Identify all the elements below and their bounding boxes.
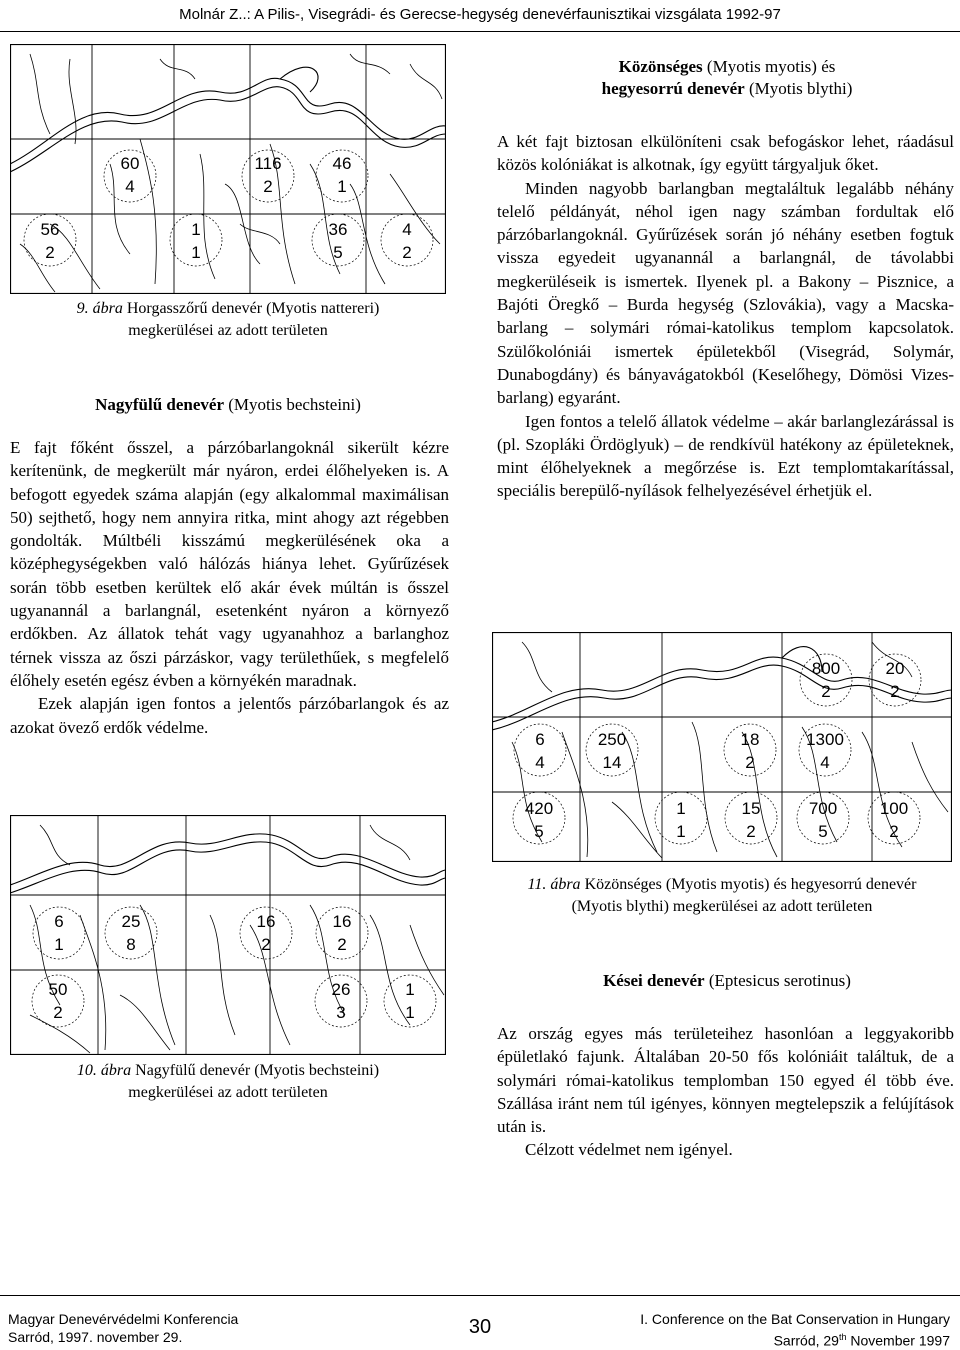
fig11-count-a: 700 [808, 799, 838, 818]
footer-conference-en: I. Conference on the Bat Conservation in Hungary [640, 1311, 950, 1327]
paragraph: A két fajt biztosan elkülöníteni csak befogáskor lehet, ráadásul közös kolóniákat is alkotnak, így együtt tárgyaljuk őket. [497, 132, 954, 175]
fig11-count-b: 4 [820, 753, 830, 772]
footer-right [640, 1310, 950, 1350]
fig11-count-a: 1300 [806, 730, 844, 749]
fig9-count-b: 5 [333, 243, 343, 262]
figure-11-caption [492, 874, 952, 918]
fig10-count-a: 1 [405, 980, 415, 999]
footer-conference-hu: Magyar Denevérvédelmi Konferencia [8, 1311, 239, 1327]
title-rest: (Myotis myotis) és [702, 57, 836, 76]
fig11-count-a: 6 [535, 730, 545, 749]
left-column-text [10, 436, 449, 739]
right-column-text-serotinus [497, 1022, 954, 1162]
fig10-count-b: 2 [53, 1003, 63, 1022]
fig9-count-a: 46 [332, 154, 352, 173]
fig11-count-b: 5 [818, 822, 828, 841]
fig10-count-a: 16 [332, 912, 352, 931]
title-bold: hegyesorrú denevér [601, 79, 745, 98]
right-column-text [497, 130, 954, 503]
title-bold: Közönséges [618, 57, 703, 76]
fig11-count-a: 18 [740, 730, 760, 749]
title-rest: (Myotis bechsteini) [224, 395, 361, 414]
footer-left [8, 1310, 238, 1346]
fig11-count-b: 5 [534, 822, 544, 841]
section-title-myotis [492, 56, 960, 100]
fig9-count-b: 4 [125, 177, 135, 196]
paragraph: Célzott védelmet nem igényel. [525, 1140, 733, 1160]
fig10-count-a: 25 [121, 912, 141, 931]
fig9-count-b: 1 [337, 177, 347, 196]
fig9-count-a: 1 [191, 220, 201, 239]
fig10-count-b: 1 [54, 935, 64, 954]
figure-9-caption [10, 298, 446, 342]
title-rest: (Eptesicus serotinus) [704, 971, 851, 990]
paragraph: Igen fontos a telelő állatok védelme – akár barlanglezárással is (pl. Szopláki Ördöglyuk) – de rendkívül hatékony az épületeknek, mint élőhelyeknek a megőrzése is. Ezt templomtakarítással, speciális berepülő-nyílások felhelyezésével érhetjük el. [497, 411, 954, 501]
fig10-count-b: 1 [405, 1003, 415, 1022]
fig11-count-b: 2 [745, 753, 755, 772]
fig10-caption-num: 10. ábra [76, 1062, 132, 1079]
fig10-count-a: 6 [54, 912, 64, 931]
figure-10-caption [10, 1060, 446, 1104]
fig9-caption-line2: megkerülései az adott területen [128, 322, 328, 339]
paragraph: Az ország egyes más területeihez hasonlóan a leggyakoribb épületlakó fajunk. Általában 20-50 fős kolóniáit találtuk, de a solymári római-katolikus templomban 150 egyed él több éve. Szállása iránt nem túl igényes, könnyen megtelepszik a felújítások után is. [497, 1024, 954, 1137]
fig11-count-a: 20 [885, 659, 905, 678]
fig11-count-b: 2 [889, 822, 899, 841]
paragraph: Ezek alapján igen fontos a jelentős párzóbarlangok és az azokat övező erdők védelme. [10, 694, 449, 737]
fig11-caption-line2: (Myotis blythi) megkerülései az adott területen [571, 898, 873, 915]
running-header: Molnár Z..: A Pilis-, Visegrádi- és Gerecse-hegység denevérfaunisztikai vizsgálata 1992-97 [179, 6, 781, 23]
figure-11-map [492, 632, 952, 862]
fig11-count-b: 2 [821, 682, 831, 701]
fig9-count-a: 56 [40, 220, 60, 239]
fig10-count-b: 2 [337, 935, 347, 954]
fig10-count-a: 16 [256, 912, 276, 931]
fig10-count-b: 8 [126, 935, 136, 954]
page-number: 30 [468, 1316, 492, 1338]
fig11-count-b: 1 [676, 822, 686, 841]
section-title-serotinus [492, 970, 960, 992]
fig9-count-b: 2 [402, 243, 412, 262]
title-bold: Kései denevér [603, 971, 705, 990]
fig9-count-b: 2 [45, 243, 55, 262]
fig11-count-a: 1 [676, 799, 686, 818]
title-rest: (Myotis blythi) [744, 79, 853, 98]
fig9-caption-num: 9. ábra [76, 300, 123, 317]
footer-rule [0, 1295, 960, 1296]
header-rule [0, 31, 960, 32]
fig9-count-a: 116 [254, 154, 282, 173]
fig9-count-a: 36 [328, 220, 348, 239]
paragraph: Minden nagyobb barlangban megtaláltuk legalább néhány telelő példányát, néhol igen nagy számban fordultak elő párzóbarlangoknál. Gyűrűzések során jó néhány esetben fogtuk vissza egyedeit ugyanannál a barlangnál, de távolabbi megkerüléseik is ismertek. Ilyenek pl. a Bakony – Pisznice, a Bajóti Öregkő – Burda hegység (Szlovákia), vagy a Macska-barlang – solymári római-katolikus templom kapcsolatok. Szülőkolóniái ismertek épületekből (Visegrád, Solymár, Dunabogdány) és bányavágatokból (Keselőhegy, Dömösi Vizes-barlang) egyaránt. [497, 178, 954, 408]
fig11-count-a: 250 [597, 730, 627, 749]
title-bold: Nagyfülű denevér [95, 395, 224, 414]
fig10-caption-line2: megkerülései az adott területen [128, 1084, 328, 1101]
fig11-count-b: 2 [890, 682, 900, 701]
fig11-count-a: 100 [879, 799, 909, 818]
fig9-count-b: 1 [191, 243, 201, 262]
figure-9-map [10, 44, 446, 294]
fig11-count-b: 2 [746, 822, 756, 841]
fig9-count-b: 2 [263, 177, 273, 196]
figure-10-map [10, 815, 446, 1055]
paragraph: E fajt főként ősszel, a párzóbarlangoknál sikerült kézre kerítenünk, de megkerült már nyáron, erdei élőhelyeken is. A befogott egyedek száma alapján (egy alkalommal maximálisan 50) sejthető, hogy nem annyira ritka, mint ahogy azt régebben gondolták. Múltbéli kisszámú megkerülésének oka a középhegységekben való hálózás hiánya lehet. Gyűrűzések során több esetben kerültek elő akár évek múltán is ősszel ugyanannál a barlangnál, esetenként nyáron a környező erdőkben. Az állatok tehát vagy ugyanahhoz a barlanghoz térnek vissza az őszi párzáskor, vagy területhűek, s megfelelő élőhely esetén egész évben a környékén maradnak. [10, 438, 449, 690]
fig9-count-a: 4 [402, 220, 412, 239]
section-title-bechsteini [10, 394, 446, 416]
fig11-count-b: 14 [602, 753, 622, 772]
fig11-caption-line1: Közönséges (Myotis myotis) és hegyesorrú denevér [584, 876, 917, 893]
fig9-count-a: 60 [120, 154, 140, 173]
fig10-caption-line1: Nagyfülű denevér (Myotis bechsteini) [135, 1062, 380, 1079]
fig9-caption-line1: Horgasszőrű denevér (Myotis nattereri) [126, 300, 380, 317]
fig11-caption-num: 11. ábra [527, 876, 581, 893]
fig11-count-a: 15 [741, 799, 761, 818]
fig10-count-b: 3 [336, 1003, 346, 1022]
fig10-count-a: 26 [331, 980, 351, 999]
fig10-count-b: 2 [261, 935, 271, 954]
fig11-count-b: 4 [535, 753, 545, 772]
fig10-count-a: 50 [48, 980, 68, 999]
fig11-count-a: 800 [811, 659, 841, 678]
footer-date-hu: Sarród, 1997. november 29. [8, 1329, 183, 1345]
footer-date-en: Sarród, 29th November 1997 [773, 1332, 950, 1349]
fig11-count-a: 420 [524, 799, 554, 818]
